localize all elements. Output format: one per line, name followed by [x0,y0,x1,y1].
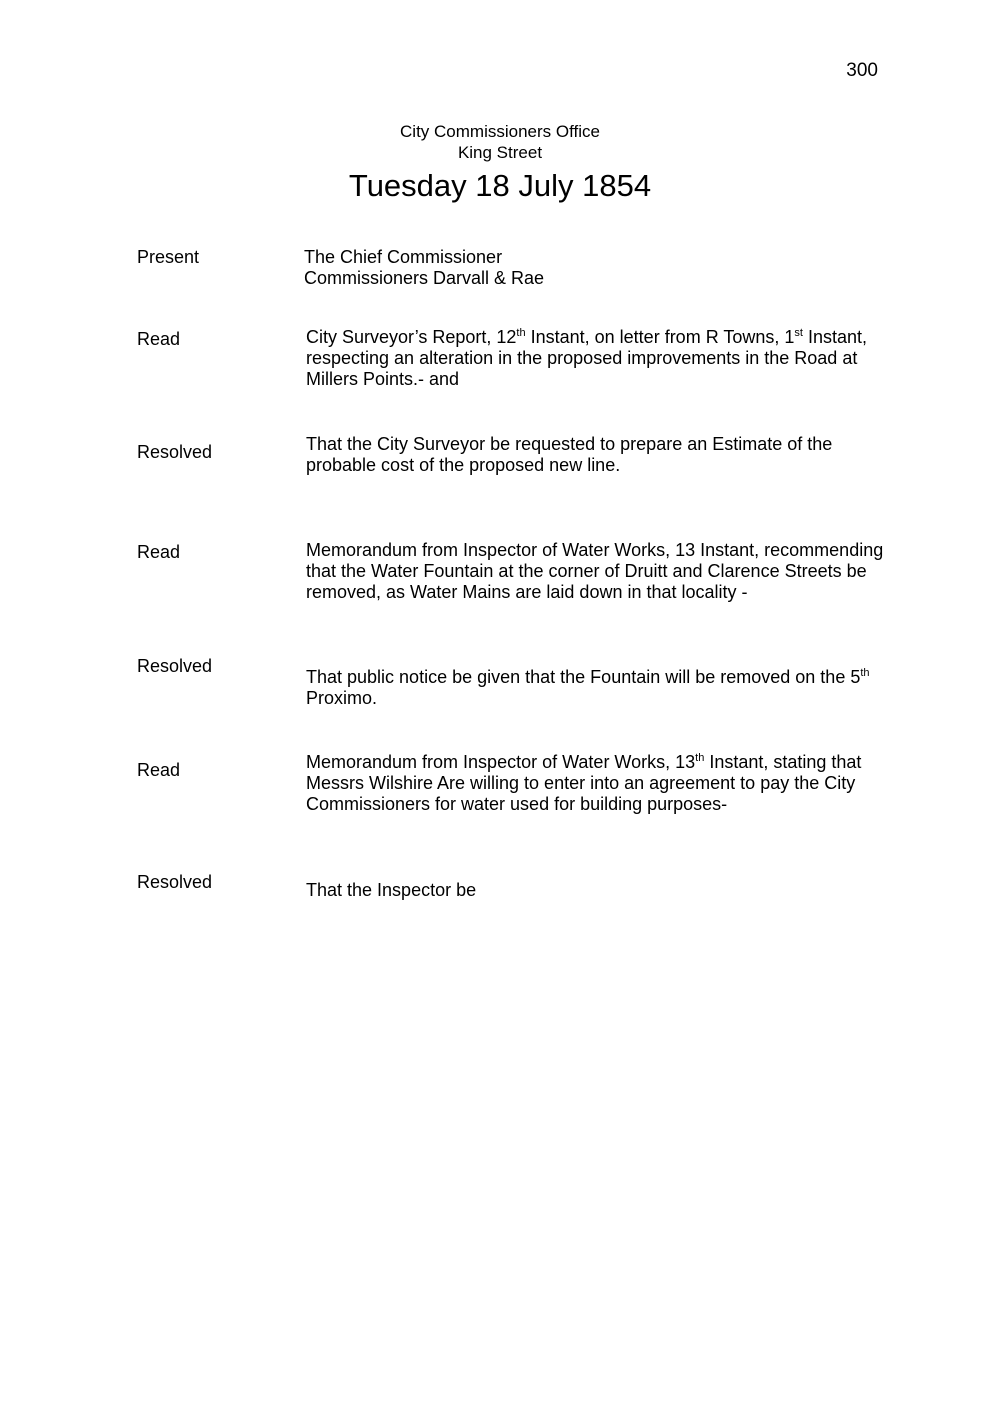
superscript: th [695,752,705,764]
street-name: King Street [457,143,543,162]
entry-label: Resolved [137,656,213,676]
present-line: Commissioners Darvall & Rae [304,268,545,288]
entry-text: That the Inspector be [306,880,477,900]
document-header [0,121,1000,205]
page-number: 300 [846,60,878,81]
entry-text-part: Proximo. [306,688,378,708]
present-label: Present [137,247,200,267]
entry-text: Memorandum from Inspector of Water Works, 13 Instant, recommending that the Water Fountain at the corner of Druitt and Clarence Streets be removed, as Water Mains are laid down in that locality - [306,540,884,602]
entry-text [306,327,906,390]
entry-text-part: Instant, on letter from R Towns, 1 [525,327,795,347]
entry-label: Read [137,329,181,349]
entry-text-part: Instant, respecting an alteration in the proposed improvements in the Road at Millers Points.- and [306,327,868,389]
entry-label: Resolved [137,872,213,892]
entry-text: That the City Surveyor be requested to prepare an Estimate of the probable cost of the proposed new line. [306,434,833,475]
entry-label: Resolved [137,442,213,462]
entry-text [306,667,906,709]
present-line: The Chief Commissioner [304,247,503,267]
entry-label: Read [137,760,181,780]
meeting-date: Tuesday 18 July 1854 [348,168,652,203]
superscript: th [860,667,870,679]
entry-text-part: City Surveyor’s Report, 12 [306,327,517,347]
office-name: City Commissioners Office [400,122,600,141]
entry-text-part: Instant, stating that Messrs Wilshire Are willing to enter into an agreement to pay the City Commissioners for water used for building purposes- [306,752,862,814]
superscript: th [516,327,526,339]
present-text [304,247,904,289]
entry-label: Read [137,542,181,562]
entry-text-part: That public notice be given that the Fountain will be removed on the 5 [306,667,861,687]
superscript: st [794,327,803,339]
entry-text-part: Memorandum from Inspector of Water Works, 13 [306,752,696,772]
entry-text [306,752,906,815]
